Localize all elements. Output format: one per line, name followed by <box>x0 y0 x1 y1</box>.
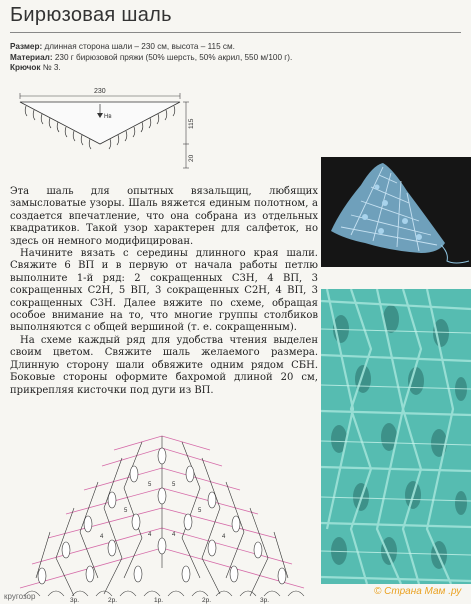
row-label-1: 1р. <box>154 597 164 604</box>
diagram-label-4a: 4 <box>148 532 152 538</box>
size-label: Размер: <box>10 42 43 51</box>
material-label: Материал: <box>10 52 53 62</box>
diagram-label-5d: 5 <box>198 508 202 514</box>
row-label-2-right: 2р. <box>202 597 212 604</box>
paragraph-method: Начините вязать с середины длинного края шали. Свяжите 6 ВП и в первую от начала работы петлю выполните 1-й ряд: 2 сокращенных С3Н, 4 ВП, 3 сокращенных С2Н, 5 ВП, 3 сокращенных С2Н, 4 ВП, 3 сокращенных С3Н. Далее вяжите по схеме, обращая особое внимание на то, что многие группы столбиков выполняются с общей вершиной (т. е. сокращенным). <box>10 248 318 334</box>
specs-block <box>10 42 350 74</box>
shawl-schematic <box>10 82 210 182</box>
row-label-3-left: 3р. <box>70 597 80 604</box>
diagram-label-4c: 4 <box>100 534 104 540</box>
hook-line <box>10 63 350 74</box>
diagram-label-5c: 5 <box>124 508 128 514</box>
paragraph-intro: Эта шаль для опытных вязальщиц, любящих замысловатые узоры. Шаль вяжется единым полотном, а создается впечатление, что она собрана из отдельных квадратиков. Такой узор характерен для салфеток, но здесь он немного модифицирован. <box>10 186 318 247</box>
row-label-2-left: 2р. <box>108 597 118 604</box>
shawl-photo <box>321 157 471 267</box>
page-title: Бирюзовая шаль <box>10 4 172 26</box>
diagram-label-5a: 5 <box>148 482 152 488</box>
size-value: длинная сторона шали – 230 см, высота – 115 см. <box>42 42 235 51</box>
start-label: Нв <box>104 114 112 120</box>
material-value: 230 г бирюзовой пряжи (50% шерсть, 50% акрил, 550 м/100 г). <box>52 52 293 62</box>
material-line <box>10 53 350 64</box>
height-label: 115 <box>188 118 195 129</box>
size-line <box>10 42 350 53</box>
hook-label: Крючок <box>10 63 41 72</box>
width-label: 230 <box>94 88 106 95</box>
stitch-closeup-photo <box>321 289 471 584</box>
row-label-3-right: 3р. <box>260 597 270 604</box>
instructions-text <box>10 186 318 397</box>
hook-value: № 3. <box>40 63 61 72</box>
title-divider <box>10 32 461 33</box>
paragraph-finishing: На схеме каждый ряд для удобства чтения выделен своим цветом. Свяжите шаль желаемого размера. Длинную сторону шали обвяжите одним рядом СБН. Боковые стороны оформите бахромой длиной 20 см, прикрепляя кисточки под дуги из ВП. <box>10 334 318 396</box>
watermark-left: кругозор <box>4 592 36 601</box>
diagram-label-4d: 4 <box>222 534 226 540</box>
diagram-label-5b: 5 <box>172 482 176 488</box>
diagram-label-4b: 4 <box>172 532 176 538</box>
watermark-right[interactable]: © Страна Мам .ру <box>374 586 462 597</box>
fringe-label: 20 <box>188 154 195 162</box>
crochet-chart <box>14 428 310 604</box>
